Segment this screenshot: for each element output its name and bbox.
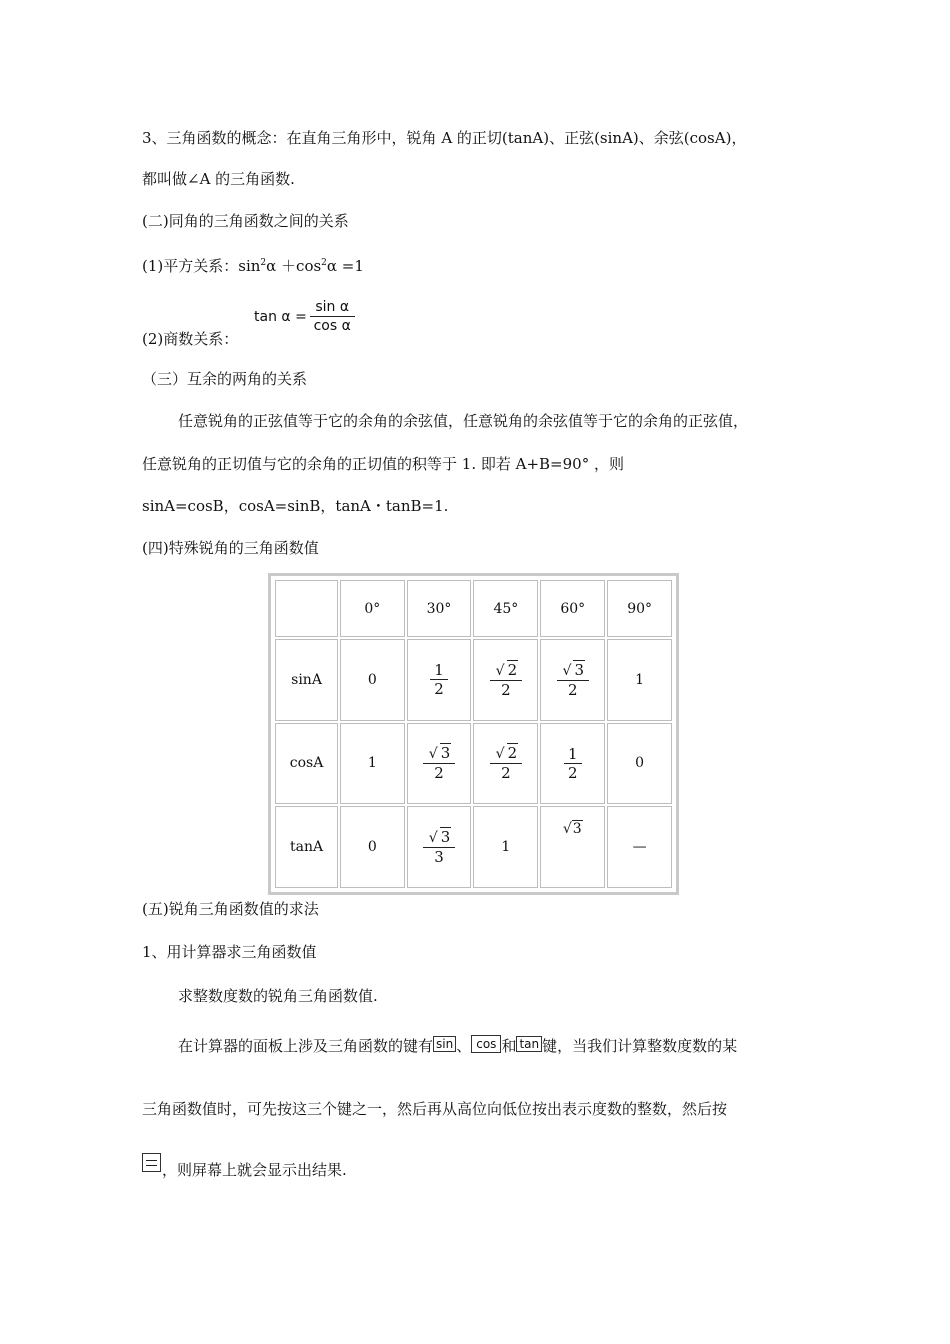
header-cell: 0° [340, 580, 404, 637]
calculator-line-3: 三角函数值时，可先按这三个键之一，然后再从高位向低位按出表示度数的整数，然后按 [142, 1100, 728, 1118]
section-title-3: （三）互余的两角的关系 [142, 370, 308, 388]
row-label: cosA [275, 723, 338, 805]
quotient-formula: tan α = $\frac{\text{sin α}}{\text{cos α}}$ [254, 298, 353, 335]
calculator-line-2: 在计算器的面板上涉及三角函数的键有 sin 、 cos 和 tan 键，当我们计算整数度数的某 [178, 1037, 738, 1055]
complementary-line-1: 任意锐角的正弦值等于它的余角的余弦值，任意锐角的余弦值等于它的余角的正弦值， [178, 412, 749, 430]
value-cell: $\frac{√ 3}{3}$ [407, 806, 472, 888]
calculator-title: 1、用计算器求三角函数值 [142, 943, 317, 961]
value-cell: $\frac{√ 3}{2}$ [540, 639, 605, 721]
section-title-4: (四)特殊锐角的三角函数值 [142, 539, 319, 557]
cos-key-icon: cos [471, 1035, 501, 1053]
sin-key-icon: sin [433, 1036, 456, 1052]
value-cell: √3 [540, 806, 605, 888]
value-cell: 1 [473, 806, 538, 888]
section-title-2: (二)同角的三角函数之间的关系 [142, 212, 349, 230]
value-cell: 1 [607, 639, 672, 721]
value-cell: $\frac{1}{2}$ [540, 723, 605, 805]
header-cell: 60° [540, 580, 605, 637]
calculator-line-1: 求整数度数的锐角三角函数值. [178, 987, 378, 1005]
header-cell: 90° [607, 580, 672, 637]
section-title-5: (五)锐角三角函数值的求法 [142, 900, 319, 918]
concept-line-2: 都叫做∠A 的三角函数. [142, 170, 295, 188]
value-cell: $\frac{√ 3}{2}$ [407, 723, 472, 805]
complementary-line-2: 任意锐角的正切值与它的余角的正切值的积等于 1. 即若 A+B=90° ，则 [142, 455, 624, 473]
special-angle-table [268, 573, 679, 895]
value-cell: $\frac{√ 2}{2}$ [473, 639, 538, 721]
row-label: tanA [275, 806, 338, 888]
table-row [275, 806, 672, 888]
value-cell: 0 [607, 723, 672, 805]
value-cell: 1 [340, 723, 404, 805]
square-relation: (1)平方关系：$\sin^2\alpha +\cos^2\alpha =1$ [142, 257, 364, 275]
value-cell: 0 [340, 806, 404, 888]
value-cell: 0 [340, 639, 404, 721]
value-cell: — [607, 806, 672, 888]
quotient-relation-label: (2)商数关系： [142, 330, 239, 348]
equals-key-icon [142, 1153, 161, 1172]
table-row [275, 639, 672, 721]
complementary-line-3: sinA=cosB，cosA=sinB，tanA・tanB=1. [142, 497, 449, 515]
value-cell: $\frac{√ 2}{2}$ [473, 723, 538, 805]
calculator-line-4: ，则屏幕上就会显示出结果. [162, 1161, 347, 1179]
header-cell: 45° [473, 580, 538, 637]
header-cell: 30° [407, 580, 472, 637]
tan-key-icon: tan [516, 1036, 542, 1052]
value-cell: $\frac{1}{2}$ [407, 639, 472, 721]
header-cell-empty [275, 580, 338, 637]
row-label: sinA [275, 639, 338, 721]
table-row [275, 723, 672, 805]
concept-line-1: 3、三角函数的概念：在直角三角形中，锐角 A 的正切(tanA)、正弦(sinA)、余弦(cosA)， [142, 129, 747, 147]
table-header-row [275, 580, 672, 637]
